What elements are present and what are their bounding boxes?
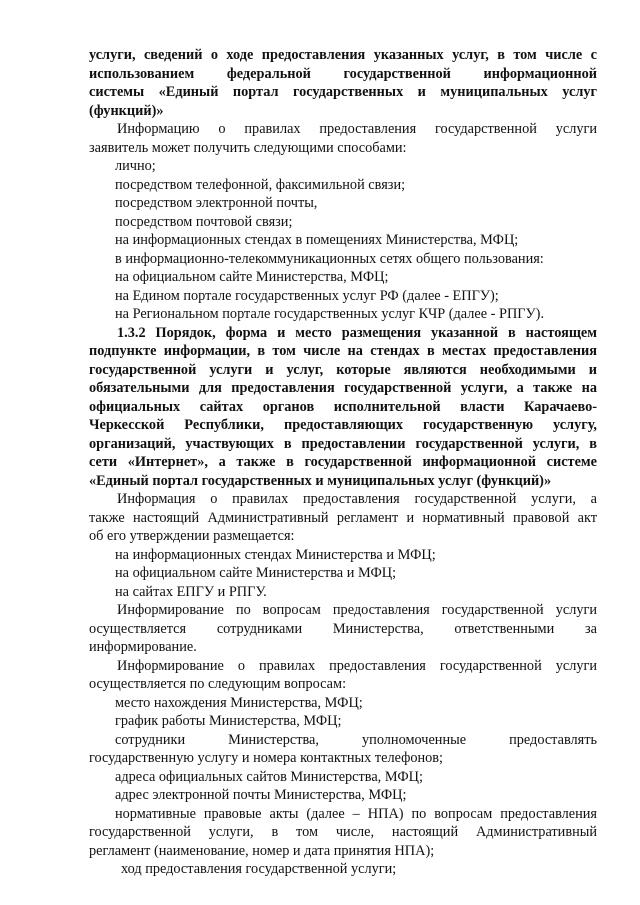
- text-line: (функций)»: [89, 102, 164, 119]
- text-line: официальных сайтах органов исполнительной власти Карачаево-: [89, 398, 597, 415]
- list-item: на информационных стендах в помещениях Министерства, МФЦ;: [115, 232, 519, 248]
- text-line: 1.3.2 Порядок, форма и место размещения указанной в настоящем: [117, 324, 597, 341]
- text-line: Черкесской Республики, предоставляющих государственную услугу,: [89, 417, 597, 433]
- list-item: в информационно-телекоммуникационных сетях общего пользования:: [115, 250, 544, 267]
- list-item: лично;: [115, 158, 156, 174]
- questions-list: [89, 694, 597, 879]
- list-item: адрес электронной почты Министерства, МФЦ;: [115, 787, 407, 803]
- intro-paragraph: [89, 46, 597, 120]
- info-methods-paragraph: [89, 120, 597, 157]
- text-line: осуществляется по следующим вопросам:: [89, 676, 347, 692]
- text-line: обязательными для предоставления государственной услуги, а также на: [89, 380, 597, 396]
- list-item: на Региональном портале государственных услуг КЧР (далее - РПГУ).: [115, 306, 545, 322]
- text-line: осуществляется сотрудниками Министерства, ответственными за: [89, 620, 597, 637]
- list-item: на сайтах ЕПГУ и РПГУ.: [115, 583, 267, 600]
- text-line: подпункте информации, в том числе на стендах в местах предоставления: [89, 343, 597, 359]
- info-methods-list: [89, 157, 597, 324]
- text-line: Информация о правилах предоставления государственной услуги, а: [117, 491, 597, 507]
- list-item: на официальном сайте Министерства, МФЦ;: [115, 269, 389, 285]
- text-line: информирование.: [89, 639, 197, 655]
- list-item-continuation: государственную услугу и номера контактных телефонов;: [89, 750, 444, 766]
- list-item: адреса официальных сайтов Министерства, МФЦ;: [115, 768, 423, 785]
- text-line: государственной услуги и услуг, которые являются необходимыми и: [89, 361, 597, 378]
- text-line: Информацию о правилах предоставления государственной услуги: [117, 121, 597, 137]
- list-item: посредством почтовой связи;: [115, 213, 293, 230]
- placement-paragraph: [89, 490, 597, 546]
- text-line: организаций, участвующих в предоставлении государственной услуги, в: [89, 435, 597, 452]
- staff-paragraph: [89, 601, 597, 657]
- list-item: на Едином портале государственных услуг РФ (далее - ЕПГУ);: [115, 287, 499, 304]
- list-item: место нахождения Министерства, МФЦ;: [115, 694, 363, 711]
- text-line: услуги, сведений о ходе предоставления указанных услуг, в том числе с: [89, 47, 597, 63]
- text-line: заявитель может получить следующими способами:: [89, 139, 407, 156]
- list-item: ход предоставления государственной услуги;: [121, 861, 397, 877]
- list-item: нормативные правовые акты (далее – НПА) по вопросам предоставления: [115, 805, 597, 822]
- list-item: посредством телефонной, факсимильной связи;: [115, 176, 406, 193]
- text-line: Информирование по вопросам предоставления государственной услуги: [117, 602, 597, 618]
- text-line: «Единый портал государственных и муниципальных услуг (функций)»: [89, 472, 552, 489]
- document-page: [89, 46, 597, 879]
- text-line: системы «Единый портал государственных и муниципальных услуг: [89, 84, 597, 100]
- text-line: использованием федеральной государственной информационной: [89, 65, 597, 82]
- text-line: Информирование о правилах предоставления государственной услуги: [117, 657, 597, 674]
- text-line: сети «Интернет», а также в государственной информационной системе: [89, 454, 597, 470]
- placement-list: [89, 546, 597, 602]
- list-item: график работы Министерства, МФЦ;: [115, 713, 342, 729]
- list-item: на информационных стендах Министерства и МФЦ;: [115, 546, 436, 563]
- list-item-continuation: регламент (наименование, номер и дата принятия НПА);: [89, 842, 435, 859]
- list-item: сотрудники Министерства, уполномоченные предоставлять: [115, 731, 597, 748]
- questions-paragraph: [89, 657, 597, 694]
- text-line: также настоящий Административный регламент и нормативный правовой акт: [89, 509, 597, 526]
- section-heading-1-3-2: [89, 324, 597, 491]
- list-item: на официальном сайте Министерства и МФЦ;: [115, 565, 397, 581]
- list-item: посредством электронной почты,: [115, 195, 318, 211]
- text-line: об его утверждении размещается:: [89, 528, 295, 544]
- list-item-continuation: государственной услуги, в том числе, настоящий Административный: [89, 824, 597, 840]
